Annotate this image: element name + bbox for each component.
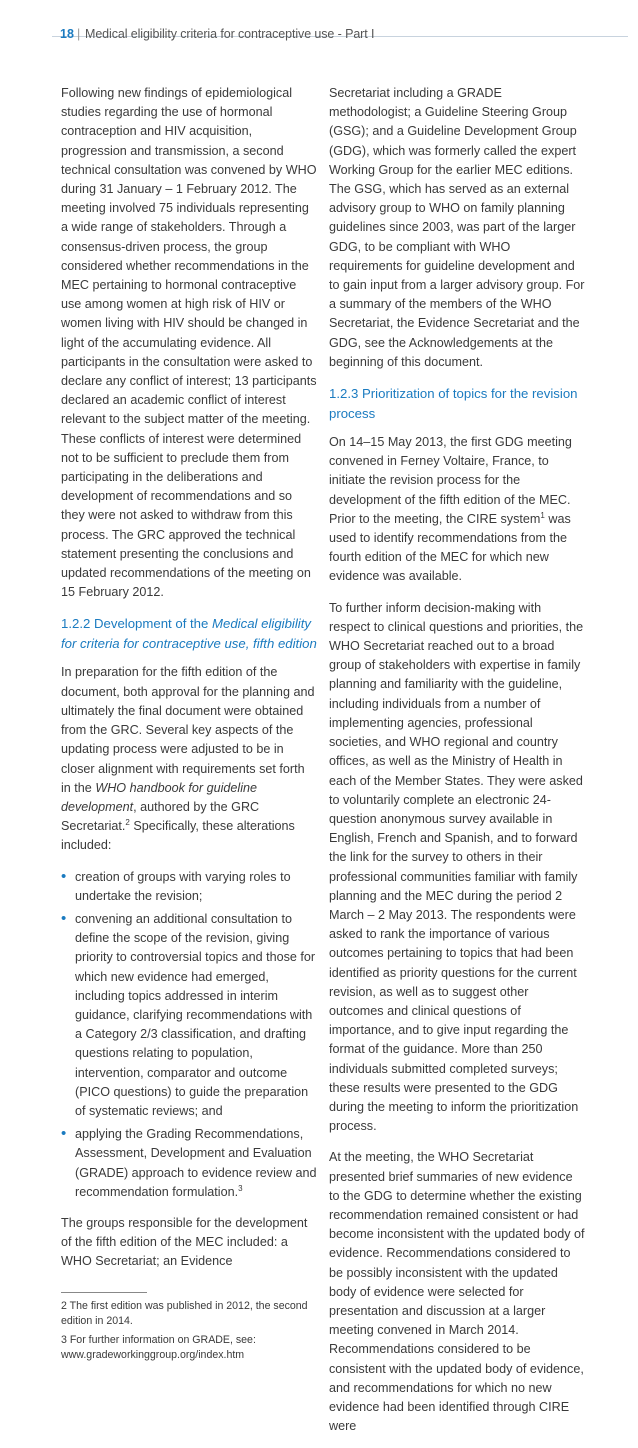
section-heading-1-2-3: 1.2.3 Prioritization of topics for the revision process — [329, 386, 578, 421]
page-header — [0, 0, 638, 62]
page-number: 18 — [60, 27, 74, 41]
footnote-ref: 2 — [125, 817, 130, 827]
paragraph: The groups responsible for the development of the fifth edition of the MEC included: a WHO Secretariat; an Evidence — [61, 1215, 308, 1269]
section-heading-1-2-2: 1.2.2 Development of the Medical eligibility for criteria for contraceptive use, fifth edition — [61, 616, 317, 651]
heading-italic-title: Medical eligibility for criteria for contraceptive use, fifth edition — [61, 616, 317, 651]
footnote-3: 3 For further information on GRADE, see: www.gradeworkinggroup.org/index.htm — [61, 1333, 256, 1361]
handbook-title: WHO handbook for guideline development — [61, 780, 258, 814]
paragraph: At the meeting, the WHO Secretariat presented brief summaries of new evidence to the GDG to determine whether the existing recommendation remained consistent or had become inconsistent with the updated body of evidence. Recommendations considered to be possibly inconsistent with the updated body of evidence were selected for presentation and discussion at a larger meeting convened in March 2014. Recommendations considered to be consistent with the updated body of evidence, and recommendations for which no new evidence had been identified through CIRE were — [329, 1150, 585, 1434]
footnote-ref: 1 — [540, 510, 545, 520]
paragraph: Following new findings of epidemiological studies regarding the use of hormonal contraception and HIV acquisition, progression and transmission, a second technical consultation was convened by WHO during 31 January – 1 February 2012. The meeting involved 75 individuals representing a wide range of stakeholders. Through a consensus-driven process, the group considered whether recommendations in the MEC pertaining to hormonal contraceptive use among women at high risk of HIV or women living with HIV should be changed in light of the accumulating evidence. All participants in the consultation were asked to declare any conflict of interest; 13 participants declared an academic conflict of interest relevant to the subject matter of the meeting. These conflicts of interest were determined not to be sufficient to preclude them from participating in the deliberations and development of recommendations and so they were not asked to withdraw from this process. The GRC approved the technical statement presenting the conclusions and updated recommendations of the meeting on 15 February 2012. — [61, 86, 317, 600]
header-separator: | — [77, 27, 81, 41]
list-item: • creation of groups with varying roles to undertake the revision; — [61, 868, 317, 906]
list-item: • applying the Grading Recommendations, Assessment, Development and Evaluation (GRADE) approach to evidence review and recommendation formulation.$^3$ — [61, 1125, 317, 1202]
paragraph: In preparation for the fifth edition of the document, both approval for the planning and ultimately the final document were obtained from the GRC. Several key aspects of the updating process were adjusted to be in closer alignment with requirements set forth in the WHO handbook for guideline development, authored by the GRC Secretariat.$^2$ Specifically, these alterations included: — [61, 665, 315, 853]
running-title: Medical eligibility criteria for contraceptive use - Part I — [85, 27, 375, 41]
left-column — [61, 84, 317, 1367]
paragraph: On 14–15 May 2013, the first GDG meeting convened in Ferney Voltaire, France, to initiate the revision process for the development of the fifth edition of the MEC. Prior to the meeting, the CIRE system$^1$ was used to identify recommendations from the fourth edition of the MEC for which new evidence was available. — [329, 435, 572, 584]
alterations-list — [61, 868, 317, 1202]
paragraph: Secretariat including a GRADE methodologist; a Guideline Steering Group (GSG); and a Guideline Development Group (GDG), which was formerly called the expert Working Group for the earlier MEC editions. The GSG, which has served as an external advisory group to WHO on family planning guidelines since 2003, was part of the larger GDG, to be compliant with WHO requirements for guideline development and to gain input from a larger advisory group. For a summary of the members of the WHO Secretariat, the Evidence Secretariat and the GDG, see the Acknowledgements at the beginning of this document. — [329, 86, 585, 369]
footnote-ref: 3 — [238, 1183, 243, 1193]
footnote-2: 2 The first edition was published in 2012, the second edition in 2014. — [61, 1299, 308, 1327]
list-item: • convening an additional consultation to define the scope of the revision, giving priority to controversial topics and those for which new evidence had emerged, including topics addressed in interim guidance, clarifying recommendations with a Category 2/3 classification, and drafting questions relating to population, intervention, comparator and outcome (PICO questions) to guide the preparation of systematic reviews; and — [61, 910, 317, 1121]
footnote-rule — [61, 1292, 147, 1293]
paragraph: To further inform decision-making with respect to clinical questions and priorities, the WHO Secretariat reached out to a broad group of stakeholders with expertise in family planning and familiarity with the guideline, including individuals from a number of implementing agencies, professional societies, and WHO regional and country offices, as well as the Ministry of Health in each of the Member States. They were asked to voluntarily complete an electronic 24-question anonymous survey available in English, French and Spanish, and to forward the link for the survey to others in their professional communities familiar with family planning and the MEC during the period 2 March – 2 May 2013. The respondents were asked to rank the importance of various outcomes pertaining to topics that had been identified as priority questions for the current revision, as well as to suggest other outcomes and clinical questions of importance, and to give input regarding the format of the guidance. More than 250 individuals submitted completed surveys; these results were presented to the GDG during the meeting to inform the prioritization process. — [329, 600, 584, 1134]
right-column — [329, 84, 585, 1448]
